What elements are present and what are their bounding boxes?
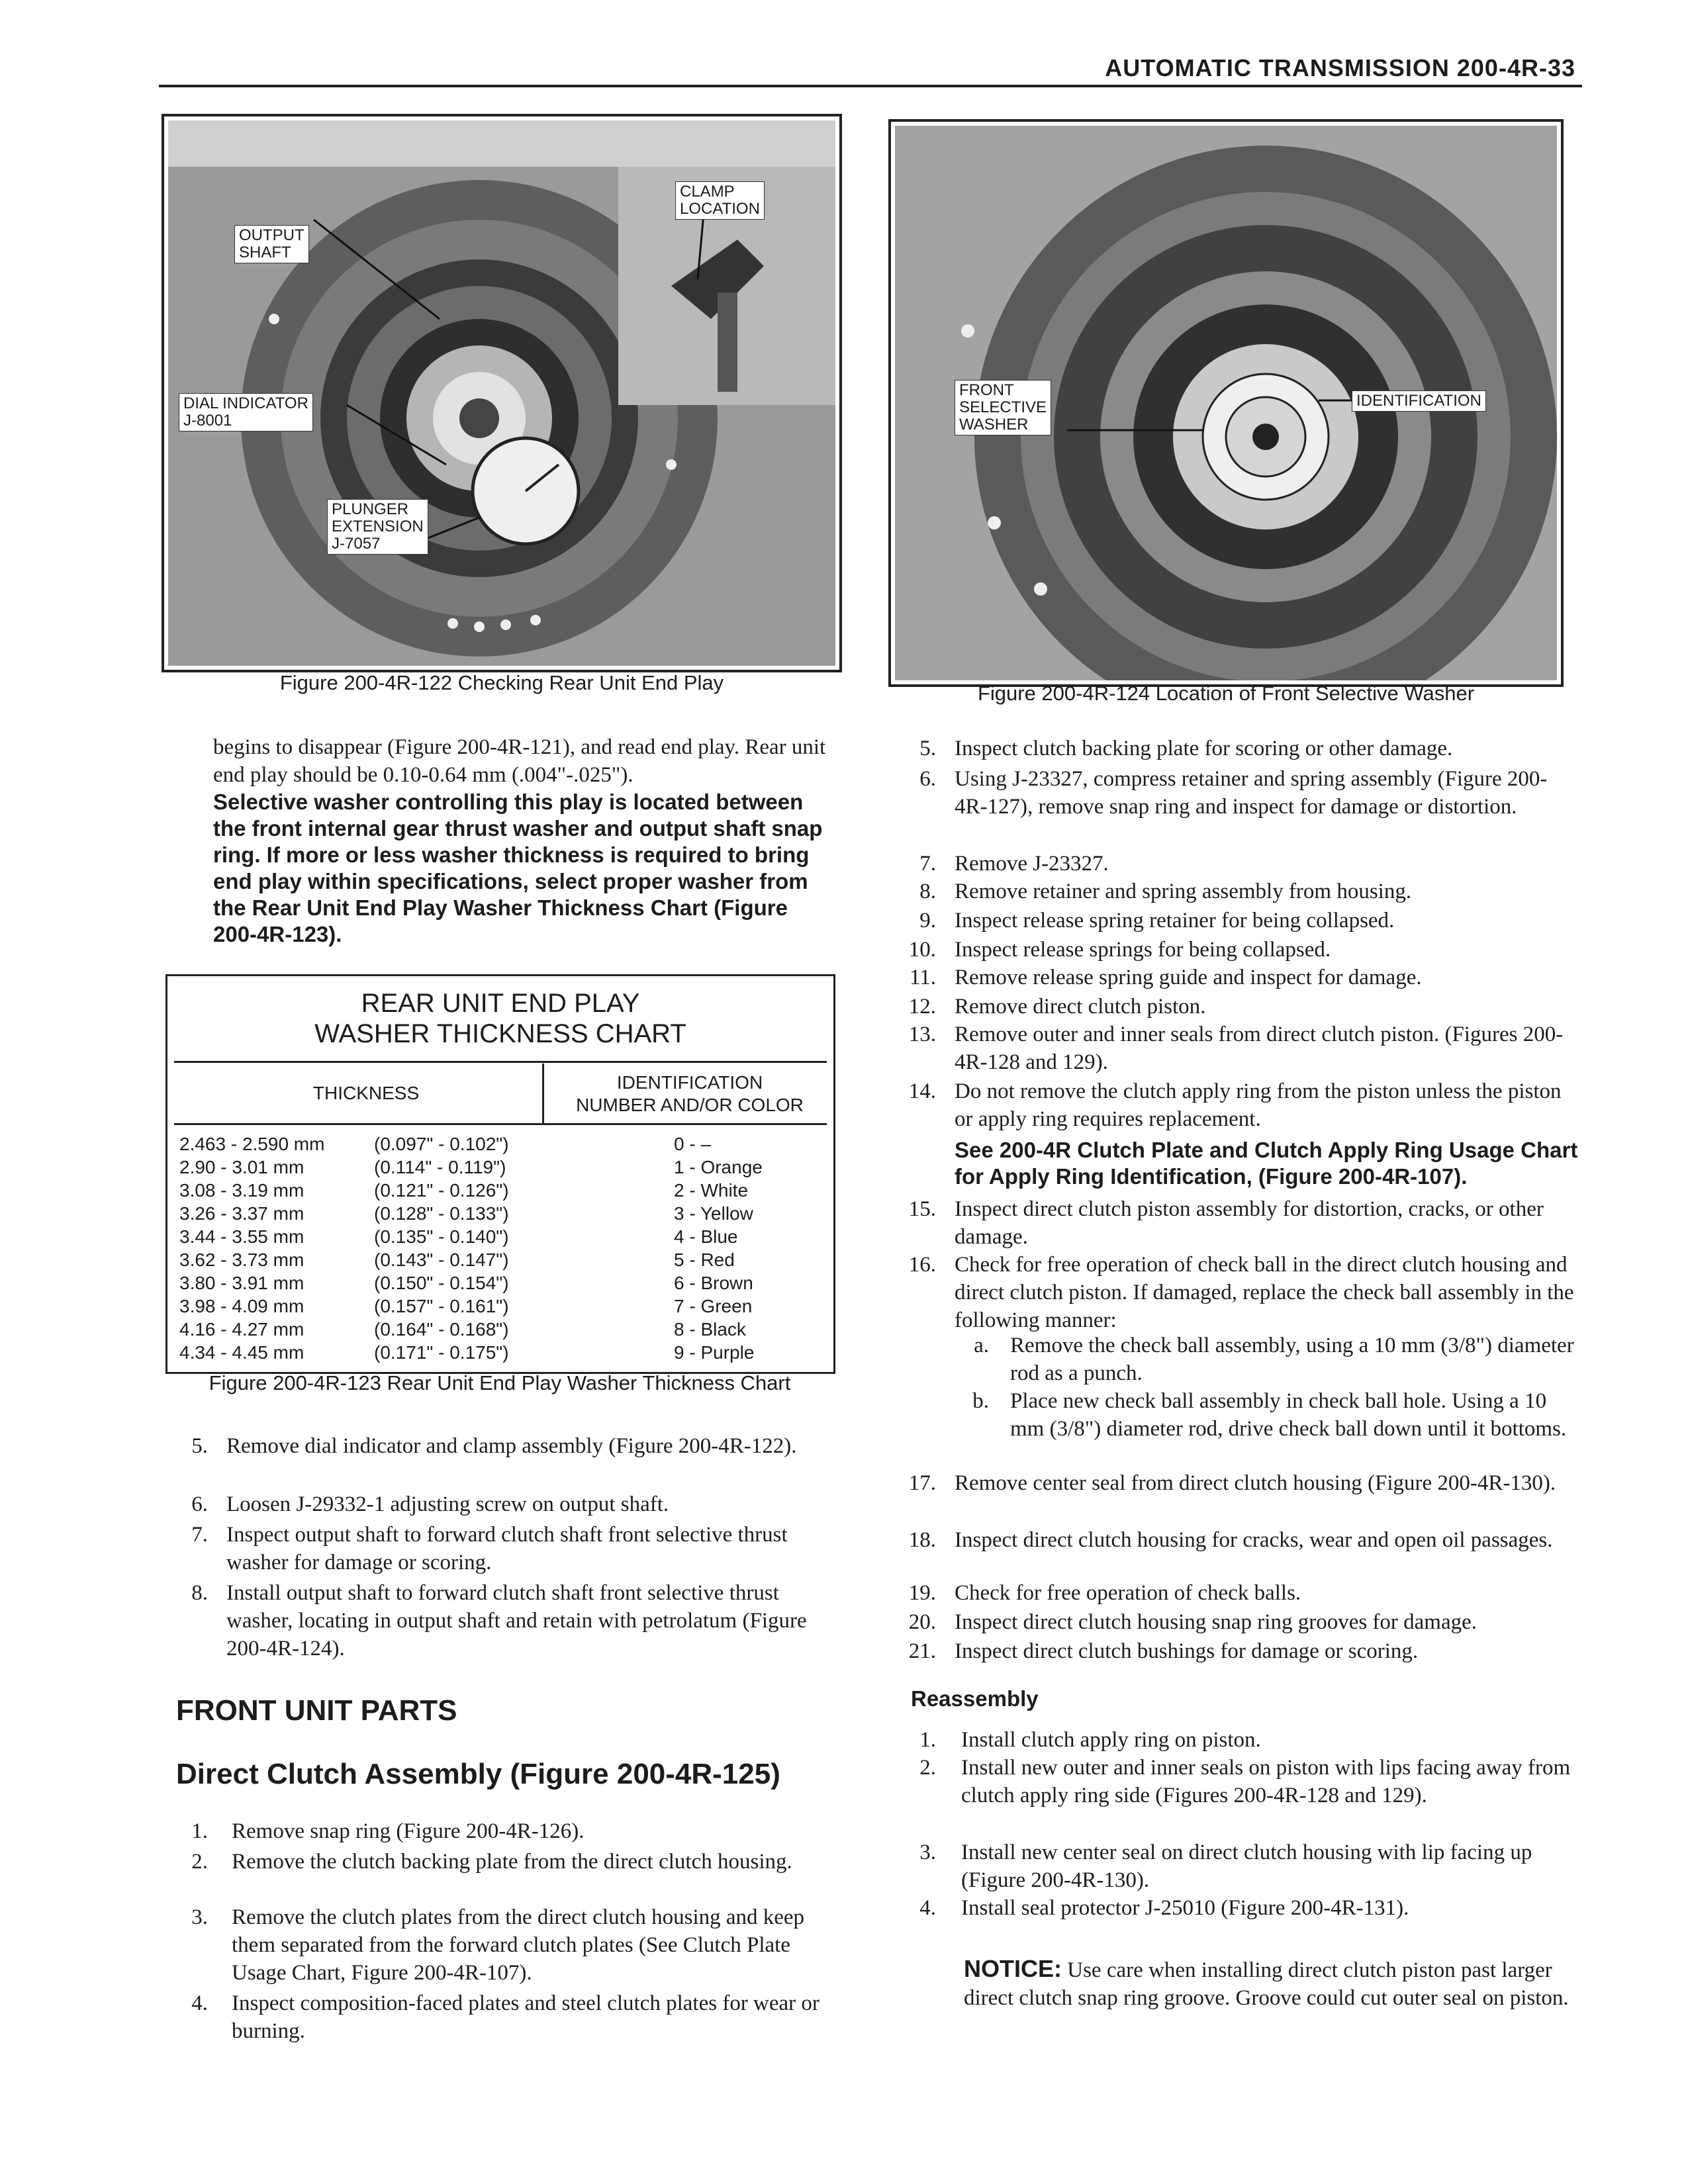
callout-clamp-location: CLAMP LOCATION [675,181,765,220]
list-item-number: 4. [191,1991,208,2015]
reassembly-title: Reassembly [911,1686,1039,1711]
list-item-text: Inspect direct clutch housing for cracks, wear and open oil passages. [955,1528,1553,1552]
chart-cell-id: 3 - Yellow [674,1203,753,1224]
list-item-text: Remove the check ball assembly, using a 10 mm (3/8") diameter rod as a punch. [1010,1334,1574,1385]
chart-cell-mm: 3.44 - 3.55 mm [179,1226,305,1247]
chart-row [167,1271,833,1295]
chart-row [167,1156,833,1179]
chart-title-line2: WASHER THICKNESS CHART [314,1019,686,1048]
list-item-number: 8. [919,880,936,903]
figure-122-photo [168,120,835,666]
list-item-number: 12. [908,995,936,1019]
figure-122-caption: Figure 200-4R-122 Checking Rear Unit End Play [279,671,724,694]
figure-124-frame [888,119,1564,687]
step14-bold-note: See 200-4R Clutch Plate and Clutch Apply Ring Usage Chart for Apply Ring Identification, (Figure 200-4R-107). [955,1138,1578,1189]
chart-title-line1: REAR UNIT END PLAY [361,989,640,1018]
list-item-text: Install clutch apply ring on piston. [961,1728,1261,1752]
list-item-text: Install seal protector J-25010 (Figure 200-4R-131). [961,1896,1409,1920]
intro-paragraph [213,733,835,948]
subsection-title-direct-clutch: Direct Clutch Assembly (Figure 200-4R-125) [176,1758,780,1790]
notice-label: NOTICE: [964,1955,1062,1982]
callout-dial-indicator: DIAL INDICATOR J-8001 [179,393,313,432]
chart-col-identification: IDENTIFICATION NUMBER AND/OR COLOR [576,1072,804,1115]
chart-row [167,1295,833,1318]
list-item-text: Inspect direct clutch housing snap ring grooves for damage. [955,1610,1477,1634]
list-item-text: Inspect direct clutch piston assembly for distortion, cracks, or other damage. [955,1197,1544,1249]
chart-row [167,1132,833,1156]
list-item-number: a. [974,1334,989,1357]
chart-title [167,988,833,1049]
list-item-text: Do not remove the clutch apply ring from the piston unless the piston or apply ring requires replacement. [955,1079,1562,1131]
chart-cell-mm: 2.90 - 3.01 mm [179,1157,305,1177]
list-item-number: 13. [908,1023,936,1046]
intro-plain-text: begins to disappear (Figure 200-4R-121), and read end play. Rear unit end play should be 0.10-0.64 mm (.004"-.025"). [213,735,826,787]
list-item-text: Remove the clutch backing plate from the direct clutch housing. [232,1850,792,1874]
list-item-text: Inspect clutch backing plate for scoring or other damage. [955,737,1453,760]
list-item-text: Install output shaft to forward clutch shaft front selective thrust washer, locating in output shaft and retain with petrolatum (Figure 200-4R-124). [226,1581,807,1661]
chart-rule-top [174,1061,827,1063]
chart-cell-inch: (0.097" - 0.102") [374,1134,509,1154]
list-item-text: Inspect composition-faced plates and steel clutch plates for wear or burning. [232,1991,820,2043]
list-item-text: Inspect output shaft to forward clutch shaft front selective thrust washer for damage or scoring. [226,1523,788,1574]
chart-cell-id: 7 - Green [674,1296,753,1316]
list-item-text: Remove center seal from direct clutch housing (Figure 200-4R-130). [955,1471,1556,1495]
chart-cell-id: 1 - Orange [674,1157,763,1177]
list-item-text: Remove retainer and spring assembly from housing. [955,880,1412,903]
list-item-number: 2. [191,1850,208,1874]
list-item-text: Place new check ball assembly in check ball hole. Using a 10 mm (3/8") diameter rod, drive check ball down until it bottoms. [1010,1389,1567,1441]
chart-cell-id: 9 - Purple [674,1342,755,1363]
chart-row [167,1225,833,1248]
chart-cell-inch: (0.114" - 0.119") [374,1157,506,1177]
chart-row [167,1341,833,1364]
chart-cell-inch: (0.143" - 0.147") [374,1250,509,1270]
chart-cell-id: 4 - Blue [674,1226,738,1247]
list-item-number: 6. [919,767,936,791]
list-item-number: 3. [919,1841,936,1864]
list-item-text: Inspect direct clutch bushings for damage or scoring. [955,1639,1419,1663]
list-item-text: Check for free operation of check balls. [955,1581,1301,1605]
chart-cell-inch: (0.164" - 0.168") [374,1319,509,1340]
chart-cell-id: 5 - Red [674,1250,735,1270]
chart-cell-mm: 3.80 - 3.91 mm [179,1273,305,1293]
list-item-number: 3. [191,1905,208,1929]
chart-cell-mm: 3.08 - 3.19 mm [179,1180,305,1201]
intro-bold-text: Selective washer controlling this play is located between the front internal gear thrust washer and output shaft snap ring. If more or less washer thickness is required to bring end play within specifications, select proper washer from the Rear Unit End Play Washer Thickness Chart (Figure 200-4R-123). [213,790,823,946]
chart-column-divider [542,1064,544,1123]
chart-cell-inch: (0.128" - 0.133") [374,1203,509,1224]
header-rule [159,85,1582,87]
chart-cell-mm: 4.34 - 4.45 mm [179,1342,305,1363]
list-item-text: Install new center seal on direct clutch housing with lip facing up (Figure 200-4R-130). [961,1841,1532,1892]
chart-row [167,1318,833,1341]
list-item-number: b. [972,1389,989,1413]
chart-col-thickness: THICKNESS [312,1083,420,1103]
list-item-text: Check for free operation of check ball in the direct clutch housing and direct clutch piston. If damaged, replace the check ball assembly in the following manner: [955,1253,1574,1332]
callout-output-shaft: OUTPUT SHAFT [234,225,309,263]
list-item-number: 17. [908,1471,936,1495]
chart-cell-id: 0 - – [674,1134,712,1154]
list-item-number: 14. [908,1079,936,1103]
list-item-text: Remove dial indicator and clamp assembly (Figure 200-4R-122). [226,1434,797,1458]
callout-plunger-extension: PLUNGER EXTENSION J-7057 [327,499,428,555]
callout-identification: IDENTIFICATION [1352,390,1486,412]
chart-cell-mm: 2.463 - 2.590 mm [179,1134,325,1154]
list-item-number: 20. [908,1610,936,1634]
list-item-number: 1. [919,1728,936,1752]
list-item-number: 11. [909,966,936,989]
callout-front-selective-washer: FRONT SELECTIVE WASHER [955,380,1051,435]
section-title-front-unit-parts: FRONT UNIT PARTS [176,1694,457,1727]
list-item-number: 4. [919,1896,936,1920]
list-item-text: Remove J-23327. [955,852,1109,876]
list-item-text: Using J-23327, compress retainer and spring assembly (Figure 200-4R-127), remove snap ring and inspect for damage or distortion. [955,767,1548,819]
list-item-number: 2. [919,1756,936,1780]
list-item-number: 15. [908,1197,936,1221]
chart-cell-mm: 3.62 - 3.73 mm [179,1250,305,1270]
notice-paragraph [964,1955,1579,2012]
list-item-number: 6. [191,1492,208,1516]
list-item-text: Remove release spring guide and inspect for damage. [955,966,1422,989]
list-item-number: 21. [908,1639,936,1663]
list-item-number: 7. [919,852,936,876]
list-item-number: 10. [908,938,936,962]
list-item-number: 5. [919,737,936,760]
list-item-number: 19. [908,1581,936,1605]
chart-cell-inch: (0.157" - 0.161") [374,1296,509,1316]
figure-124-photo [895,126,1557,680]
list-item-text: Remove outer and inner seals from direct clutch piston. (Figures 200-4R-128 and 129). [955,1023,1564,1074]
chart-caption: Figure 200-4R-123 Rear Unit End Play Washer Thickness Chart [209,1371,791,1394]
chart-cell-inch: (0.135" - 0.140") [374,1226,509,1247]
chart-cell-id: 8 - Black [674,1319,746,1340]
running-head: AUTOMATIC TRANSMISSION 200-4R-33 [1105,54,1575,81]
chart-cell-mm: 3.26 - 3.37 mm [179,1203,305,1224]
chart-rule-header [174,1123,827,1125]
chart-row [167,1248,833,1271]
chart-cell-inch: (0.150" - 0.154") [374,1273,509,1293]
chart-cell-inch: (0.171" - 0.175") [374,1342,509,1363]
list-item-number: 16. [908,1253,936,1277]
list-item-text: Install new outer and inner seals on piston with lips facing away from clutch apply ring side (Figures 200-4R-128 and 129). [961,1756,1571,1807]
list-item-number: 7. [191,1523,208,1547]
list-item-number: 8. [191,1581,208,1605]
list-item-text: Remove direct clutch piston. [955,995,1206,1019]
list-item-number: 1. [191,1819,208,1843]
list-item-text: Loosen J-29332-1 adjusting screw on output shaft. [226,1492,669,1516]
washer-thickness-chart [165,974,835,1374]
chart-cell-mm: 3.98 - 4.09 mm [179,1296,305,1316]
chart-cell-id: 2 - White [674,1180,749,1201]
chart-cell-mm: 4.16 - 4.27 mm [179,1319,305,1340]
figure-124-caption: Figure 200-4R-124 Location of Front Selective Washer [977,682,1475,705]
list-item-number: 9. [919,909,936,933]
list-item-number: 18. [908,1528,936,1552]
chart-row [167,1179,833,1202]
chart-cell-inch: (0.121" - 0.126") [374,1180,509,1201]
list-item-text: Remove snap ring (Figure 200-4R-126). [232,1819,585,1843]
list-item-number: 5. [191,1434,208,1458]
chart-cell-id: 6 - Brown [674,1273,753,1293]
chart-row [167,1202,833,1225]
list-item-text: Remove the clutch plates from the direct clutch housing and keep them separated from the forward clutch plates (See Clutch Plate Usage Chart, Figure 200-4R-107). [232,1905,805,1985]
notice-text: Use care when installing direct clutch piston past larger direct clutch snap ring groove. Groove could cut outer seal on piston. [964,1958,1569,2010]
list-item-text: Inspect release springs for being collapsed. [955,938,1331,962]
figure-122-frame [162,114,842,672]
list-item-text: Inspect release spring retainer for being collapsed. [955,909,1395,933]
